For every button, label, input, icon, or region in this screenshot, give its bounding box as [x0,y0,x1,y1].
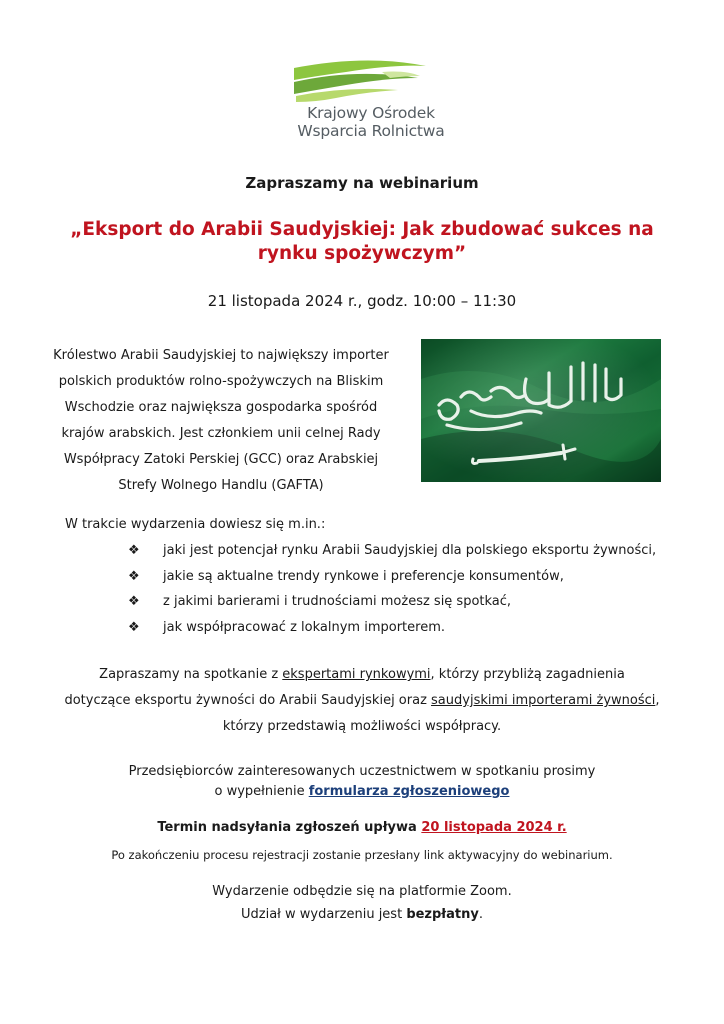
meeting-line1 [0,662,724,688]
meeting-text: , [655,693,660,708]
intro-paragraph [46,343,396,499]
experts-link[interactable]: ekspertami rynkowymi [282,667,431,682]
meeting-line2 [0,688,724,714]
after-registration-note: Po zakończeniu procesu rejestracji zostanie przesłany link aktywacyjny do webinarium. [111,848,613,862]
list-item [128,564,656,590]
registration-text: o wypełnienie [214,784,309,799]
platform-line: Wydarzenie odbędzie się na platformie Zoom. [212,884,512,899]
list-item-text: jakie są aktualne trendy rynkowe i preferencje konsumentów, [163,568,564,584]
meeting-text: Zapraszamy na spotkanie z [99,667,283,682]
list-item [128,538,656,564]
deadline-notice [0,820,724,835]
webinar-title [0,218,724,266]
bullets-lead: W trakcie wydarzenia dowiesz się m.in.: [65,517,326,532]
free-text: . [478,907,483,922]
invite-heading: Zapraszamy na webinarium [245,174,479,192]
webinar-title-line2: rynku spożywczym” [257,243,467,264]
kowr-logo-icon [286,58,456,104]
list-item [128,589,656,615]
meeting-paragraph [0,662,724,740]
free-line [0,903,724,926]
registration-line1: Przedsiębiorców zainteresowanych uczestnictwem w spotkaniu prosimy [128,764,596,779]
meeting-text: dotyczące eksportu żywności do Arabii Saudyjskiej oraz [64,693,432,708]
logo-name-line1: Krajowy Ośrodek [307,104,435,122]
list-item-text: jak współpracować z lokalnym importerem. [163,619,445,635]
registration-line2 [0,782,724,802]
importers-link[interactable]: saudyjskimi importerami żywności [431,693,656,708]
list-item-text: z jakimi barierami i trudnościami możesz się spotkać, [163,594,512,610]
list-item [128,615,656,641]
meeting-line3: którzy przedstawią możliwości współpracy. [222,719,502,734]
intro-line: Strefy Wolnego Handlu (GAFTA) [118,478,324,493]
kowr-logo [286,58,456,144]
diamond-bullet-icon: ❖ [128,543,140,559]
registration-form-link[interactable]: formularza zgłoszeniowego [308,784,510,799]
intro-line: Wschodzie oraz największa gospodarka spośród [64,400,378,415]
list-item-text: jaki jest potencjał rynku Arabii Saudyjskiej dla polskiego eksportu żywności, [163,543,657,559]
diamond-bullet-icon: ❖ [128,594,140,610]
free-bold: bezpłatny [406,907,479,922]
intro-line: krajów arabskich. Jest członkiem unii celnej Rady [61,426,381,441]
topics-list [128,538,656,640]
webinar-date: 21 listopada 2024 r., godz. 10:00 – 11:30 [207,292,517,310]
webinar-title-line1: „Eksport do Arabii Saudyjskiej: Jak zbudować sukces na [70,219,654,240]
intro-line: Współpracy Zatoki Perskiej (GCC) oraz Arabskiej [63,452,379,467]
diamond-bullet-icon: ❖ [128,619,140,635]
diamond-bullet-icon: ❖ [128,568,140,584]
saudi-flag-image [421,339,661,482]
meeting-text: , którzy przybliżą zagadnienia [430,667,625,682]
deadline-date: 20 listopada 2024 r. [421,820,567,835]
intro-line: polskich produktów rolno-spożywczych na Bliskim [58,374,384,389]
platform-info [0,880,724,926]
intro-line: Królestwo Arabii Saudyjskiej to największy importer [53,348,389,363]
free-text: Udział w wydarzeniu jest [241,907,407,922]
registration-paragraph [0,762,724,802]
logo-name-line2: Wsparcia Rolnictwa [297,122,445,140]
deadline-text: Termin nadsyłania zgłoszeń upływa [157,820,422,835]
